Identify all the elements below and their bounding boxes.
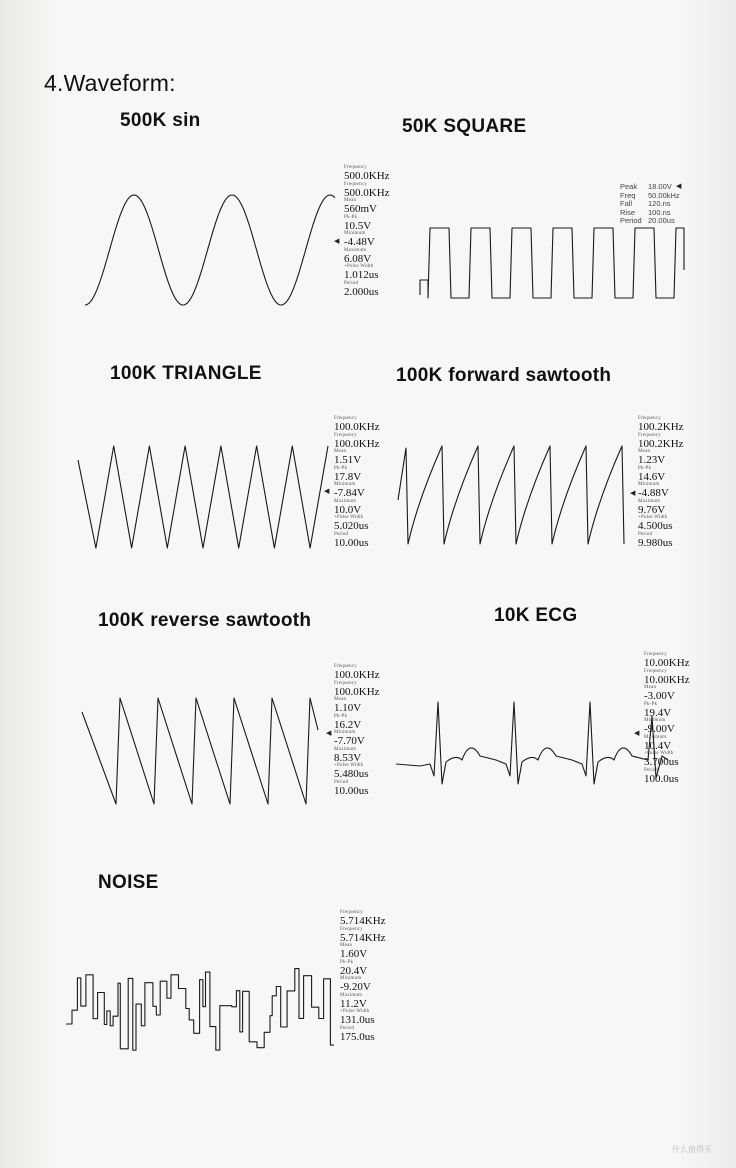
readout-label: Frequency xyxy=(334,432,357,438)
readout-label: Period xyxy=(638,531,653,537)
readout-value: 10.00us xyxy=(334,784,369,797)
reverse-saw-title: 100K reverse sawtooth xyxy=(98,610,312,631)
readout-value: -7.70V xyxy=(334,735,365,747)
forward-saw-waveform xyxy=(396,440,632,550)
ecg-trace xyxy=(396,702,668,784)
sin-title: 500K sin xyxy=(120,110,201,131)
readout-label: Mean xyxy=(334,697,347,702)
triangle-waveform xyxy=(76,440,332,555)
readout-label: +Pulse Width xyxy=(644,751,674,756)
readout-label: Frequency xyxy=(344,181,367,187)
readout-label: Maximum xyxy=(344,247,367,253)
readout-label: Mean xyxy=(340,943,353,948)
readout-value: -9.20V xyxy=(340,981,371,993)
readout-value: -9.00V xyxy=(644,723,675,735)
forward-saw-trace xyxy=(398,446,624,544)
readout-value: 100.2KHz xyxy=(638,437,684,450)
readout-label: Period xyxy=(644,767,659,773)
readout-label: Minimum xyxy=(340,976,362,981)
readout-value: 500.0KHz xyxy=(344,170,390,182)
readout-value: 10.00us xyxy=(334,536,369,549)
readout-label: Frequency xyxy=(638,416,661,421)
readout-value: 10.00KHz xyxy=(644,673,690,686)
reverse-saw-trace xyxy=(82,698,318,804)
readout-label: +Pulse Width xyxy=(638,515,668,520)
readout-label: Period xyxy=(334,779,349,785)
readout-value: -7.84V xyxy=(334,487,365,499)
readout-value: 3.700us xyxy=(644,756,679,768)
readout-label: Minimum xyxy=(334,730,356,735)
readout-value: 1.23V xyxy=(638,454,666,466)
readout-label: Frequency xyxy=(340,926,363,932)
readout-value: 1.10V xyxy=(334,702,362,714)
readout-label: Minimum xyxy=(638,482,660,487)
readout-label: Period xyxy=(620,216,642,225)
readout-label: Pk-Pk xyxy=(344,214,358,220)
reverse-saw-readout xyxy=(334,664,380,796)
readout-value: 10.5V xyxy=(344,219,372,232)
ecg-readout xyxy=(644,652,690,784)
sin-trigger-marker: ◀ xyxy=(334,238,340,245)
readout-label: Pk-Pk xyxy=(334,465,348,471)
readout-value: 10.00KHz xyxy=(644,657,690,669)
readout-label: Rise xyxy=(620,207,636,217)
readout-value: 100.0us xyxy=(644,772,679,785)
readout-value: -3.00V xyxy=(644,690,675,702)
noise-title: NOISE xyxy=(98,872,159,893)
readout-label: Frequency xyxy=(344,165,367,170)
readout-label: Maximum xyxy=(334,746,357,752)
watermark: 什么值得买 xyxy=(672,1145,712,1154)
readout-value: 500.0KHz xyxy=(344,186,390,199)
readout-value: 2.000us xyxy=(344,285,379,298)
readout-value: 19.4V xyxy=(644,706,672,719)
readout-value: 4.500us xyxy=(638,520,673,532)
readout-value: 5.020us xyxy=(334,520,369,532)
readout-label: Frequency xyxy=(644,652,667,657)
readout-value: 100.0KHz xyxy=(334,669,380,681)
readout-label: Pk-Pk xyxy=(340,959,354,965)
readout-value: 175.0us xyxy=(340,1030,375,1043)
readout-value: -4.88V xyxy=(638,487,669,499)
readout-label: Frequency xyxy=(644,668,667,674)
readout-label: Mean xyxy=(644,685,657,690)
readout-value: 9.980us xyxy=(638,536,673,549)
reverse-saw-trigger-marker: ◀ xyxy=(326,730,332,737)
square-waveform xyxy=(418,220,686,310)
readout-value: 100.2KHz xyxy=(638,421,684,433)
readout-value: 9.76V xyxy=(638,503,666,516)
readout-label: Minimum xyxy=(644,718,666,723)
readout-value: 20.00us xyxy=(648,216,675,225)
readout-value: 100.0KHz xyxy=(334,685,380,698)
readout-label: Freq xyxy=(620,190,636,200)
readout-value: 5.480us xyxy=(334,768,369,780)
readout-label: Frequency xyxy=(334,680,357,686)
readout-value: 14.6V xyxy=(638,470,666,483)
readout-value: 120.ns xyxy=(648,199,671,208)
readout-label: Fall xyxy=(620,199,633,208)
readout-label: Minimum xyxy=(334,482,356,487)
sin-waveform xyxy=(80,185,340,315)
readout-value: 8.53V xyxy=(334,751,362,764)
readout-label: Maximum xyxy=(644,734,667,740)
readout-label: Period xyxy=(334,531,349,537)
forward-saw-title: 100K forward sawtooth xyxy=(396,365,612,386)
triangle-trace xyxy=(78,446,328,548)
readout-label: Frequency xyxy=(340,910,363,915)
readout-value: 100.0KHz xyxy=(334,421,380,433)
readout-label: Frequency xyxy=(638,432,661,438)
triangle-trigger-marker: ◀ xyxy=(324,488,330,495)
readout-label: +Pulse Width xyxy=(334,763,364,768)
noise-waveform xyxy=(66,960,338,1060)
readout-value: 6.08V xyxy=(344,252,372,265)
readout-value: 560mV xyxy=(344,203,377,215)
readout-label: Maximum xyxy=(340,992,363,998)
readout-label: +Pulse Width xyxy=(334,515,364,520)
readout-label: Peak xyxy=(620,182,638,191)
square-trigger-marker: ◀ xyxy=(676,183,682,190)
readout-value: 20.4V xyxy=(340,964,368,977)
readout-value: 1.51V xyxy=(334,454,362,466)
readout-value: 18.00V xyxy=(648,182,672,191)
readout-value: 5.714KHz xyxy=(340,915,386,927)
readout-label: Pk-Pk xyxy=(334,713,348,719)
readout-value: 5.714KHz xyxy=(340,931,386,944)
readout-value: 10.0V xyxy=(334,503,362,516)
reverse-saw-waveform xyxy=(80,690,330,810)
noise-trace xyxy=(66,969,334,1051)
readout-value: 50.00kHz xyxy=(648,190,680,200)
readout-value: 131.0us xyxy=(340,1014,375,1026)
readout-label: Pk-Pk xyxy=(638,465,652,471)
readout-label: Maximum xyxy=(638,498,661,504)
forward-saw-readout xyxy=(638,416,684,548)
readout-label: Maximum xyxy=(334,498,357,504)
readout-value: 10.4V xyxy=(644,739,672,752)
square-readout xyxy=(620,183,680,226)
noise-readout xyxy=(340,910,386,1042)
readout-value: 16.2V xyxy=(334,718,362,731)
readout-value: 1.012us xyxy=(344,269,379,281)
readout-value: -4.48V xyxy=(344,236,375,248)
readout-value: 11.2V xyxy=(340,997,367,1010)
ecg-trigger-marker: ◀ xyxy=(634,730,640,737)
readout-label: Period xyxy=(344,280,359,286)
readout-label: +Pulse Width xyxy=(344,264,374,269)
readout-label: Minimum xyxy=(344,231,366,236)
readout-value: 17.8V xyxy=(334,470,362,483)
readout-label: Frequency xyxy=(334,664,357,669)
triangle-readout xyxy=(334,416,380,548)
readout-value: 1.60V xyxy=(340,948,368,960)
section-heading: 4.Waveform: xyxy=(44,70,176,96)
forward-saw-trigger-marker: ◀ xyxy=(630,490,636,497)
triangle-title: 100K TRIANGLE xyxy=(110,363,262,384)
ecg-title: 10K ECG xyxy=(494,605,578,626)
readout-label: Frequency xyxy=(334,416,357,421)
sin-readout xyxy=(344,165,390,297)
readout-label: Pk-Pk xyxy=(644,701,658,707)
readout-value: 100.ns xyxy=(648,207,671,217)
square-trace xyxy=(420,228,684,298)
readout-value: 100.0KHz xyxy=(334,437,380,450)
square-title: 50K SQUARE xyxy=(402,116,527,137)
ecg-waveform xyxy=(396,690,636,800)
readout-label: Period xyxy=(340,1025,355,1031)
readout-label: Mean xyxy=(344,198,357,203)
sin-trace xyxy=(85,195,335,305)
readout-label: Mean xyxy=(334,449,347,454)
square-readout-row xyxy=(620,217,680,226)
readout-label: +Pulse Width xyxy=(340,1009,370,1014)
readout-label: Mean xyxy=(638,449,651,454)
